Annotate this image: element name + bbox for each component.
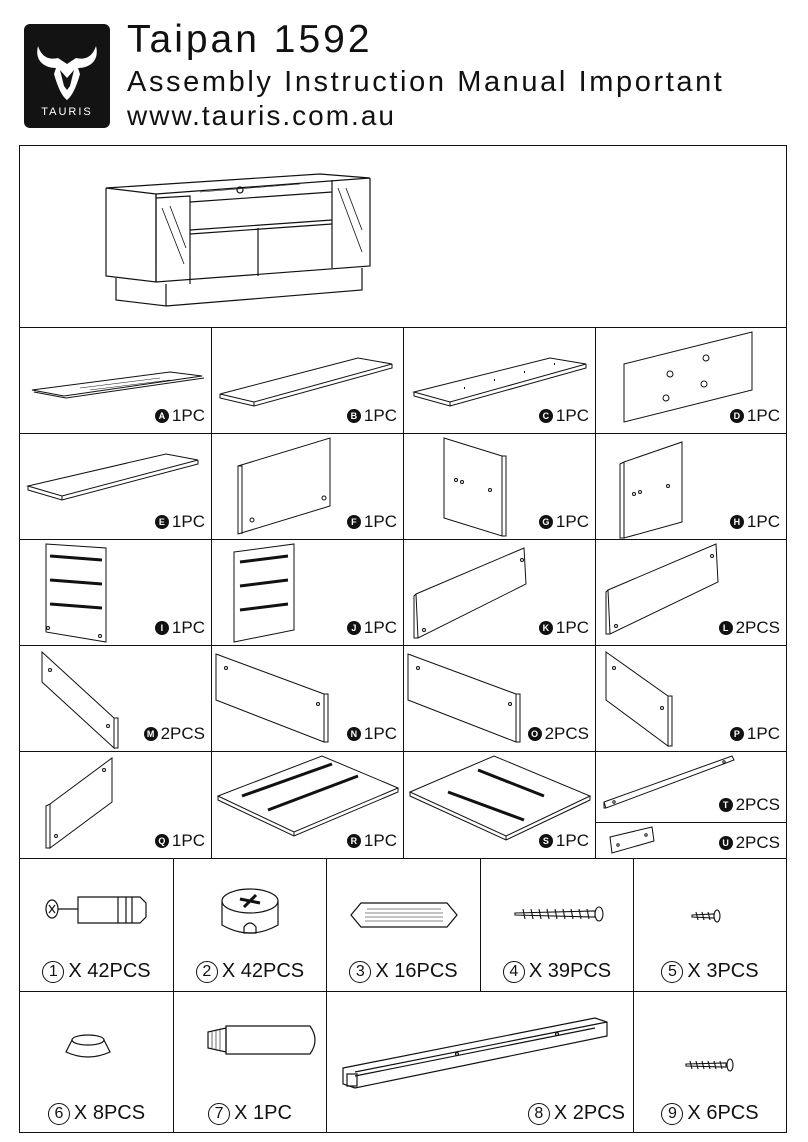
part-label: [528, 724, 589, 744]
part-label: [719, 833, 780, 853]
part-cell: [404, 646, 596, 752]
part-quantity: 1PC: [171, 512, 205, 531]
part-quantity: 1PC: [363, 831, 397, 850]
part-quantity: 1PC: [746, 512, 780, 531]
manual-subtitle: Assembly Instruction Manual Important: [127, 66, 725, 98]
part-letter-badge: H: [730, 515, 744, 529]
tv-cabinet-drawing: [100, 168, 400, 308]
part-label: [347, 618, 397, 638]
brand-logo: [24, 24, 110, 128]
part-letter-badge: O: [528, 727, 542, 741]
logo-wordmark: TAURIS: [41, 106, 93, 118]
part-cell: [596, 752, 786, 823]
hardware-number: 7: [208, 1103, 230, 1125]
part-cell: [20, 328, 212, 434]
part-cell: [596, 646, 786, 752]
part-letter-badge: U: [719, 836, 733, 850]
part-cell: [212, 646, 404, 752]
part-letter-badge: P: [730, 727, 744, 741]
hardware-label: [481, 960, 633, 983]
part-letter-badge: D: [730, 409, 744, 423]
part-cell: [212, 434, 404, 540]
part-cell: [20, 434, 212, 540]
part-cell: [404, 434, 596, 540]
part-label: [155, 406, 205, 426]
hardware-label: [327, 1102, 633, 1125]
part-letter-badge: B: [347, 409, 361, 423]
hardware-number: 9: [661, 1103, 683, 1125]
bull-head-icon: [32, 34, 102, 104]
product-title: Taipan 1592: [127, 18, 373, 61]
part-label: [730, 512, 780, 532]
hardware-label: [174, 1102, 326, 1125]
part-quantity: 1PC: [746, 724, 780, 743]
hardware-cell: [327, 859, 481, 992]
hardware-quantity: X 1PC: [234, 1102, 292, 1124]
hardware-quantity: X 8PCS: [73, 1102, 146, 1124]
part-label: [347, 512, 397, 532]
part-quantity: 1PC: [363, 724, 397, 743]
hardware-cell: [174, 859, 327, 992]
part-cell: [596, 434, 786, 540]
part-label: [347, 406, 397, 426]
part-quantity: 2PCS: [735, 795, 780, 814]
part-label: [539, 618, 589, 638]
part-letter-badge: E: [155, 515, 169, 529]
part-cell: [20, 646, 212, 752]
hardware-quantity: X 16PCS: [375, 960, 458, 982]
part-letter-badge: I: [155, 621, 169, 635]
part-quantity: 1PC: [363, 406, 397, 425]
hardware-quantity: X 2PCS: [553, 1102, 625, 1124]
hardware-quantity: X 42PCS: [68, 960, 151, 982]
hardware-quantity: X 39PCS: [528, 960, 612, 982]
part-quantity: 1PC: [555, 406, 589, 425]
part-label: [144, 724, 205, 744]
hardware-quantity: X 3PCS: [687, 960, 759, 982]
hardware-quantity: X 42PCS: [221, 960, 305, 982]
hardware-cell: [20, 859, 174, 992]
hardware-number: 5: [661, 961, 683, 983]
hardware-label: [634, 960, 786, 983]
hardware-label: [20, 960, 173, 983]
part-quantity: 1PC: [171, 618, 205, 637]
part-quantity: 1PC: [555, 831, 589, 850]
parts-frame: [19, 145, 787, 1133]
part-cell: [596, 328, 786, 434]
hardware-cell: [174, 992, 327, 1133]
part-letter-badge: L: [719, 621, 733, 635]
part-letter-badge: A: [155, 409, 169, 423]
part-label: [730, 406, 780, 426]
part-cell: [212, 752, 404, 858]
part-quantity: 2PCS: [735, 833, 780, 852]
part-quantity: 1PC: [363, 512, 397, 531]
part-letter-badge: M: [144, 727, 158, 741]
part-letter-badge: N: [347, 727, 361, 741]
hardware-label: [634, 1102, 786, 1125]
part-label: [155, 618, 205, 638]
part-label: [155, 512, 205, 532]
part-cell: [404, 540, 596, 646]
part-label: [730, 724, 780, 744]
hardware-cell: [634, 992, 786, 1133]
part-quantity: 1PC: [363, 618, 397, 637]
hardware-label: [20, 1102, 173, 1125]
hardware-label: [327, 960, 480, 983]
part-letter-badge: J: [347, 621, 361, 635]
part-quantity: 1PC: [555, 512, 589, 531]
website-link[interactable]: www.tauris.com.au: [127, 100, 396, 131]
part-cell: [404, 752, 596, 858]
part-cell: [404, 328, 596, 434]
part-label: [719, 795, 780, 815]
hardware-number: 1: [42, 961, 64, 983]
part-letter-badge: Q: [155, 834, 169, 848]
part-quantity: 2PCS: [160, 724, 205, 743]
assembled-cabinet-illustration: [20, 146, 786, 328]
panel-parts-grid: [20, 328, 786, 858]
hardware-number: 4: [503, 961, 525, 983]
hardware-cell: [634, 859, 786, 992]
part-cell: [212, 540, 404, 646]
part-quantity: 1PC: [171, 831, 205, 850]
part-letter-badge: S: [539, 834, 553, 848]
part-label: [719, 618, 780, 638]
part-quantity: 2PCS: [735, 618, 780, 637]
hardware-number: 2: [196, 961, 218, 983]
hardware-label: [174, 960, 326, 983]
part-label: [539, 831, 589, 851]
hardware-number: 3: [349, 961, 371, 983]
part-label: [155, 831, 205, 851]
part-cell: [20, 540, 212, 646]
part-cell: [596, 823, 786, 858]
part-quantity: 1PC: [171, 406, 205, 425]
part-letter-badge: C: [539, 409, 553, 423]
hardware-cell: [327, 992, 634, 1133]
part-label: [347, 831, 397, 851]
part-cell: [596, 540, 786, 646]
part-cell: [20, 752, 212, 858]
hardware-number: 8: [528, 1103, 550, 1125]
hardware-cell: [20, 992, 174, 1133]
part-label: [347, 724, 397, 744]
part-quantity: 1PC: [555, 618, 589, 637]
part-quantity: 1PC: [746, 406, 780, 425]
part-letter-badge: K: [539, 621, 553, 635]
part-cell: [212, 328, 404, 434]
hardware-number: 6: [48, 1103, 70, 1125]
part-letter-badge: G: [539, 515, 553, 529]
part-letter-badge: F: [347, 515, 361, 529]
hardware-quantity: X 6PCS: [687, 1102, 759, 1124]
part-letter-badge: R: [347, 834, 361, 848]
hardware-cell: [481, 859, 634, 992]
part-quantity: 2PCS: [544, 724, 589, 743]
hardware-grid: [20, 858, 786, 1133]
part-label: [539, 406, 589, 426]
part-letter-badge: T: [719, 798, 733, 812]
part-label: [539, 512, 589, 532]
